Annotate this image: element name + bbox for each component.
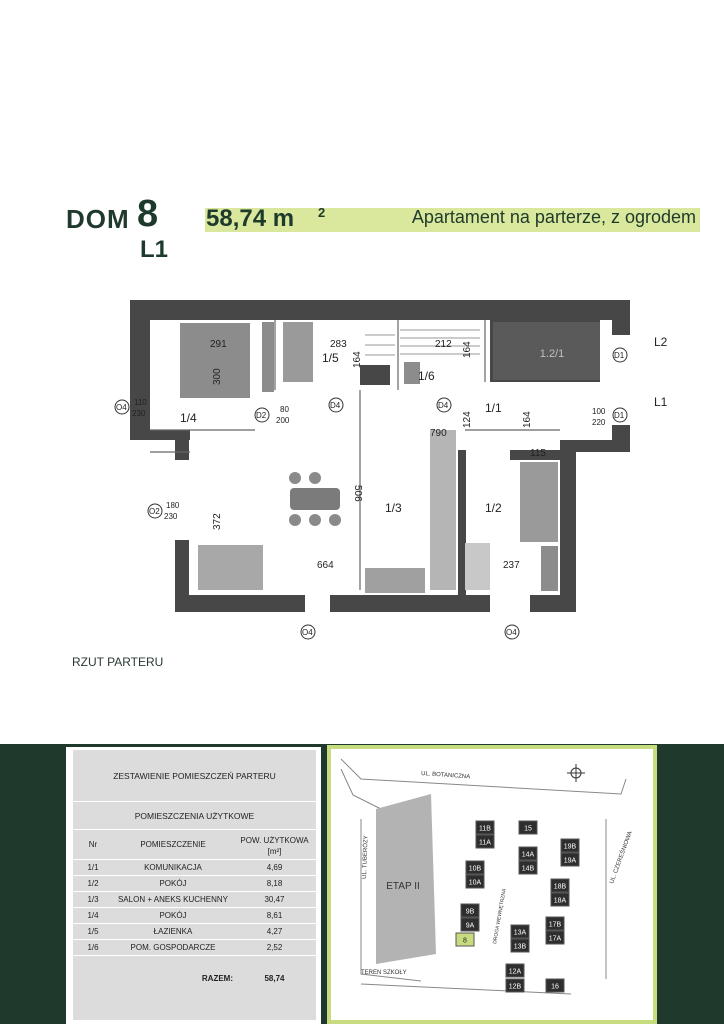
street-left: UL. TUBERÓZY bbox=[362, 835, 370, 880]
dim-372: 372 bbox=[212, 513, 223, 530]
window-o4-marker: O4 bbox=[116, 403, 127, 412]
door-d1-width: 100 bbox=[592, 407, 606, 416]
window-o2-width: 180 bbox=[166, 501, 180, 510]
etap-ii-area bbox=[376, 794, 436, 964]
entrance-l2-label: L2 bbox=[654, 335, 668, 349]
room-label-1-2: 1/2 bbox=[485, 501, 502, 515]
table-header bbox=[73, 830, 316, 860]
dim-300: 300 bbox=[212, 368, 223, 385]
total-value: 58,74 bbox=[264, 973, 285, 983]
unit-label: L1 bbox=[140, 236, 169, 263]
lot-label: 10B bbox=[468, 865, 482, 873]
lot-label: 13B bbox=[513, 943, 527, 951]
site-map bbox=[331, 749, 653, 1020]
window-o4-bottom-left: O4 bbox=[302, 628, 313, 637]
door-d2-marker: D2 bbox=[256, 411, 267, 420]
table-row bbox=[73, 908, 316, 924]
cell-name: SALON + ANEKS KUCHENNY bbox=[117, 895, 229, 904]
total-label: RAZEM: bbox=[201, 973, 233, 983]
room-label-1-1: 1/1 bbox=[485, 401, 502, 415]
rooms-table bbox=[73, 750, 316, 1020]
apartment-subtitle: Apartament na parterze, z ogrodem bbox=[411, 207, 696, 227]
table-total bbox=[73, 958, 316, 998]
door-d4-marker-2: D4 bbox=[438, 401, 449, 410]
cell-name: POKÓJ bbox=[159, 879, 187, 888]
street-mid: DROGA WEWNĘTRZNA bbox=[492, 888, 508, 945]
table-row bbox=[73, 940, 316, 956]
door-d1-marker-l1: D1 bbox=[614, 411, 625, 420]
cell-name: KOMUNIKACJA bbox=[144, 863, 202, 872]
window-o4-bottom-right: O4 bbox=[506, 628, 517, 637]
lot-label: 19B bbox=[563, 843, 577, 851]
lot-label: 11B bbox=[479, 825, 491, 833]
room-label-1-3: 1/3 bbox=[385, 501, 402, 515]
dim-164-c: 164 bbox=[522, 411, 533, 428]
header-area: POW. UŻYTKOWA bbox=[240, 836, 309, 845]
cell-area: 8,61 bbox=[266, 911, 283, 920]
cell-name: ŁAZIENKA bbox=[153, 927, 193, 936]
lots bbox=[456, 821, 579, 992]
door-d2-height: 200 bbox=[276, 416, 290, 425]
lot-label: 9B bbox=[465, 908, 475, 916]
room-label-1-2-1: 1.2/1 bbox=[539, 348, 565, 360]
cell-area: 4,69 bbox=[266, 863, 283, 872]
window-o2-marker: O2 bbox=[149, 507, 160, 516]
room-label-1-4: 1/4 bbox=[180, 411, 197, 425]
cell-area: 4,27 bbox=[266, 927, 283, 936]
header-name: POMIESZCZENIE bbox=[140, 840, 206, 849]
door-d1-height: 220 bbox=[592, 418, 606, 427]
lot-label: 12B bbox=[508, 983, 522, 991]
lot-label: 16 bbox=[551, 983, 559, 991]
dim-164-b: 164 bbox=[462, 341, 473, 358]
lot-label: 12A bbox=[508, 968, 522, 976]
cell-nr: 1/3 bbox=[87, 895, 99, 904]
lot-label: 18B bbox=[553, 883, 567, 891]
table-row bbox=[73, 892, 316, 908]
table-title: ZESTAWIENIE POMIESZCZEŃ PARTERU bbox=[73, 750, 316, 802]
cell-nr: 1/5 bbox=[87, 927, 99, 936]
dom-label: DOM bbox=[66, 204, 130, 234]
entrance-l1-label: L1 bbox=[654, 395, 668, 409]
door-d1-marker-l2: D1 bbox=[614, 351, 625, 360]
table-row bbox=[73, 876, 316, 892]
dim-506: 506 bbox=[352, 485, 363, 502]
window-o4-height: 230 bbox=[132, 409, 146, 418]
area-superscript: 2 bbox=[318, 205, 326, 220]
cell-name: POKÓJ bbox=[159, 911, 187, 920]
table-section: POMIESZCZENIA UŻYTKOWE bbox=[73, 802, 316, 830]
lot-label: 17B bbox=[548, 921, 562, 929]
door-d2-width: 80 bbox=[280, 405, 289, 414]
header-unit: [m²] bbox=[267, 847, 282, 856]
lot-label: 19A bbox=[563, 857, 577, 865]
school-label: TEREN SZKOŁY bbox=[361, 970, 407, 976]
lot-label: 14A bbox=[521, 851, 535, 859]
dom-number: 8 bbox=[137, 193, 159, 235]
cell-nr: 1/4 bbox=[87, 911, 99, 920]
header-nr: Nr bbox=[88, 840, 98, 849]
floor-plan bbox=[0, 290, 724, 650]
door-d4-marker: D4 bbox=[330, 401, 341, 410]
compass-icon bbox=[567, 764, 585, 782]
dim-283: 283 bbox=[330, 339, 347, 350]
dim-124: 124 bbox=[462, 411, 473, 428]
lot-label: 15 bbox=[524, 825, 532, 833]
cell-name: POM. GOSPODARCZE bbox=[130, 943, 216, 952]
area-value: 58,74 m bbox=[206, 205, 295, 232]
window-o4-width: 110 bbox=[134, 398, 147, 407]
dim-115: 115 bbox=[530, 448, 546, 459]
plan-caption: RZUT PARTERU bbox=[72, 655, 164, 669]
dim-237: 237 bbox=[503, 560, 520, 571]
room-label-1-6: 1/6 bbox=[418, 369, 435, 383]
lot-label: 10A bbox=[468, 879, 482, 887]
room-label-1-5: 1/5 bbox=[322, 351, 339, 365]
lot-label: 11A bbox=[479, 839, 491, 847]
lot-label: 9A bbox=[465, 922, 475, 930]
dim-664: 664 bbox=[317, 560, 334, 571]
dining-table bbox=[289, 472, 341, 526]
window-o2-height: 230 bbox=[164, 512, 178, 521]
dim-291: 291 bbox=[210, 339, 227, 350]
street-top: UL. BOTANICZNA bbox=[420, 771, 471, 781]
table-row bbox=[73, 924, 316, 940]
dim-790: 790 bbox=[430, 428, 447, 439]
dim-212: 212 bbox=[435, 339, 452, 350]
cell-nr: 1/1 bbox=[87, 863, 99, 872]
lot-label: 14B bbox=[521, 865, 535, 873]
lot-label: 13A bbox=[513, 929, 527, 937]
cell-nr: 1/2 bbox=[87, 879, 99, 888]
cell-area: 2,52 bbox=[266, 943, 283, 952]
cell-area: 8,18 bbox=[266, 879, 283, 888]
table-row bbox=[73, 860, 316, 876]
street-right: UL. CZEREŚNIOWA bbox=[609, 830, 634, 885]
lot-label: 17A bbox=[548, 935, 562, 943]
dim-164-a: 164 bbox=[352, 351, 363, 368]
lot-label: 8 bbox=[463, 937, 467, 945]
cell-nr: 1/6 bbox=[87, 943, 99, 952]
cell-area: 30,47 bbox=[264, 895, 285, 904]
lot-label: 18A bbox=[553, 897, 567, 905]
etap-label: ETAP II bbox=[386, 881, 420, 892]
